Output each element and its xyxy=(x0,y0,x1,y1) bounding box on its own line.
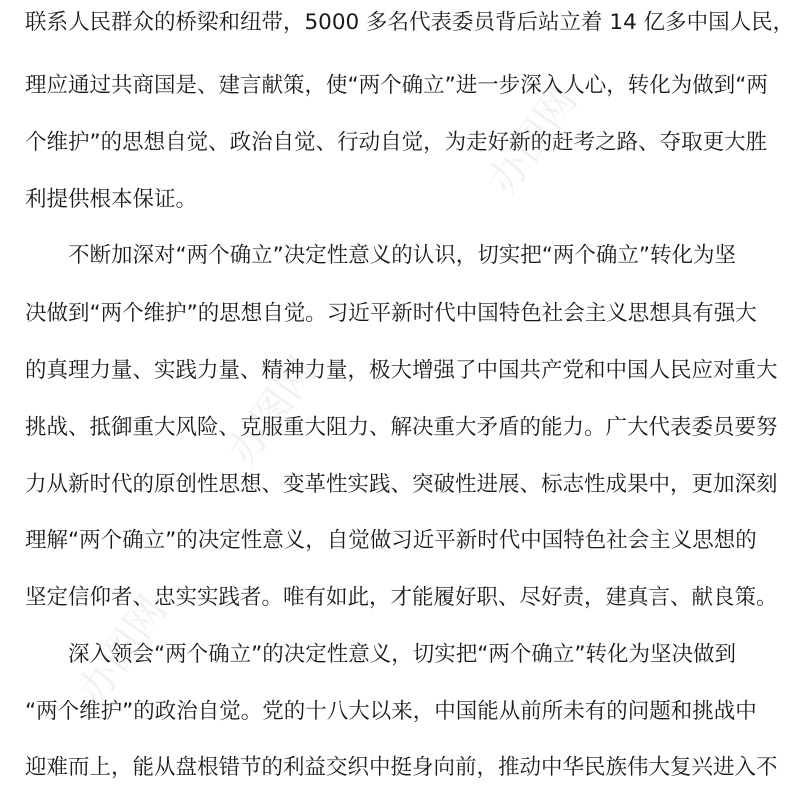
text-line: 联系人民群众的桥梁和纽带，5000 多名代表委员背后站立着 14 亿多中国人民， xyxy=(25,10,795,35)
text-line: 坚定信仰者、忠实实践者。唯有如此，才能履好职、尽好责，建真言、献良策。 xyxy=(25,585,778,610)
text-line: 个维护”的思想自觉、政治自觉、行动自觉，为走好新的赶考之路、夺取更大胜 xyxy=(25,130,768,155)
watermark: 办图网 xyxy=(479,78,587,203)
watermark: 办图网 xyxy=(69,588,177,713)
text-line: 理解“两个确立”的决定性意义，自觉做习近平新时代中国特色社会主义思想的 xyxy=(25,528,757,553)
text-line: 挑战、抵御重大风险、克服重大阻力、解决重大矛盾的能力。广大代表委员要努 xyxy=(25,415,778,440)
text-line: 迎难而上，能从盘根错节的利益交织中挺身向前，推动中华民族伟大复兴进入不 xyxy=(25,755,778,780)
watermark: 办图网 xyxy=(219,348,327,473)
text-line: “两个维护”的政治自觉。党的十八大以来，中国能从前所未有的问题和挑战中 xyxy=(25,699,757,724)
text-line: 的真理力量、实践力量、精神力量，极大增强了中国共产党和中国人民应对重大 xyxy=(25,358,778,383)
text-line: 利提供根本保证。 xyxy=(25,187,198,212)
paragraph-first-line: 深入领会“两个确立”的决定性意义，切实把“两个确立”转化为坚决做到 xyxy=(68,642,737,667)
text-line: 决做到“两个维护”的思想自觉。习近平新时代中国特色社会主义思想具有强大 xyxy=(25,301,757,326)
text-line: 力从新时代的原创性思想、变革性实践、突破性进展、标志性成果中，更加深刻 xyxy=(25,472,778,497)
text-line: 理应通过共商国是、建言献策，使“两个确立”进一步深入人心，转化为做到“两 xyxy=(25,73,768,98)
paragraph-first-line: 不断加深对“两个确立”决定性意义的认识，切实把“两个确立”转化为坚 xyxy=(68,243,737,268)
